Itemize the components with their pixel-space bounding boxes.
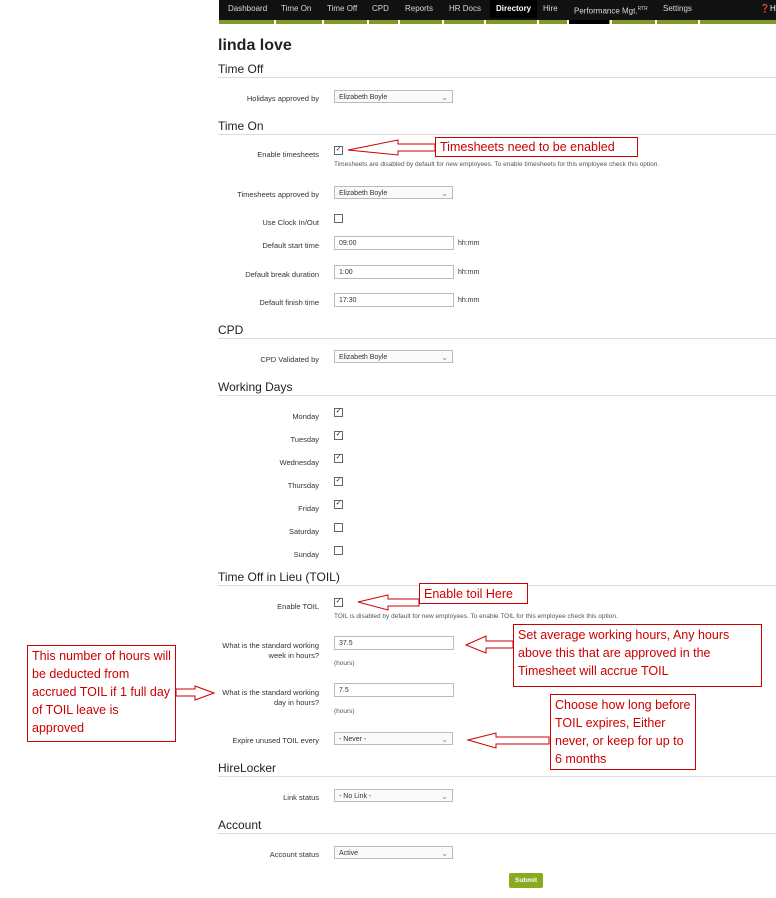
section-time-on: Time On	[218, 119, 264, 133]
timesheets-approved-label: Timesheets approved by	[237, 190, 319, 199]
nav-time-on[interactable]: Time On	[281, 4, 312, 13]
working-day-label: Sunday	[293, 550, 319, 559]
working-day-checkbox[interactable]: ✓	[335, 431, 342, 438]
nav-hire[interactable]: Hire	[543, 4, 558, 13]
annotation-timesheets: Timesheets need to be enabled	[435, 137, 638, 157]
cpd-validated-label: CPD Validated by	[260, 355, 319, 364]
annotation-deducted: This number of hours will be deducted from accrued TOIL if 1 full day of TOIL leave is approved	[27, 645, 176, 742]
start-unit: hh:mm	[458, 240, 480, 247]
nav-performance-label: Performance Mgt.	[574, 6, 638, 16]
default-break-label: Default break duration	[245, 270, 319, 279]
standard-week-label-line1: What is the standard working	[222, 641, 319, 650]
nav-hr-docs[interactable]: HR Docs	[449, 4, 482, 13]
timesheets-approved-value: Elizabeth Boyle	[339, 190, 388, 197]
standard-week-input[interactable]: 37.5	[334, 636, 454, 650]
default-finish-input[interactable]: 17:30	[334, 293, 454, 307]
working-day-checkbox[interactable]: ✓	[335, 454, 342, 461]
enable-toil-help: TOIL is disabled by default for new employees. To enable TOIL for this employee check this option.	[334, 613, 618, 620]
nav-help-label: H	[769, 4, 776, 13]
working-day-checkbox[interactable]: ✓	[335, 477, 342, 484]
arrow-avg-hours	[466, 636, 513, 653]
annotation-avg-hours: Set average working hours, Any hours above this that are approved in the Timesheet will accrue TOIL	[513, 624, 762, 687]
working-day-checkbox[interactable]: ✓	[335, 500, 342, 507]
submit-button[interactable]: Submit	[509, 873, 543, 888]
enable-timesheets-label: Enable timesheets	[257, 150, 319, 159]
default-finish-label: Default finish time	[259, 298, 319, 307]
chevron-down-icon: ⌄	[441, 792, 448, 801]
enable-timesheets-checkbox[interactable]: ✓	[335, 146, 342, 153]
working-day-label: Monday	[292, 412, 319, 421]
day-hours-unit: (hours)	[334, 708, 355, 715]
nav-time-off[interactable]: Time Off	[327, 4, 358, 13]
nav-cpd[interactable]: CPD	[372, 4, 389, 13]
nav-dashboard[interactable]: Dashboard	[228, 4, 268, 13]
link-status-label: Link status	[283, 793, 319, 802]
arrow-deducted	[176, 686, 214, 700]
standard-day-label-line1: What is the standard working	[222, 688, 319, 697]
chevron-down-icon: ⌄	[441, 189, 448, 198]
standard-day-input[interactable]: 7.5	[334, 683, 454, 697]
clock-in-out-label: Use Clock In/Out	[262, 218, 319, 227]
section-working-days: Working Days	[218, 380, 293, 394]
working-day-label: Saturday	[288, 527, 319, 536]
section-hirelocker: HireLocker	[218, 761, 277, 775]
annotation-expires: Choose how long before TOIL expires, Either never, or keep for up to 6 months	[550, 694, 696, 770]
section-time-off: Time Off	[218, 62, 264, 76]
link-status-value: - No Link -	[339, 793, 372, 800]
week-hours-unit: (hours)	[334, 660, 355, 667]
help-icon[interactable]: ❓H	[760, 4, 776, 13]
default-start-input[interactable]: 09:00	[334, 236, 454, 250]
expire-toil-label: Expire unused TOIL every	[232, 736, 319, 745]
nav-settings[interactable]: Settings	[663, 4, 692, 13]
working-day-label: Friday	[298, 504, 319, 513]
chevron-down-icon: ⌄	[441, 353, 448, 362]
working-day-label: Wednesday	[279, 458, 319, 467]
page-title: linda love	[218, 37, 292, 54]
annotation-toil: Enable toil Here	[419, 583, 528, 604]
arrow-expires	[468, 733, 549, 748]
working-day-label: Thursday	[287, 481, 319, 490]
chevron-down-icon: ⌄	[441, 849, 448, 858]
standard-week-label-line2: week in hours?	[268, 651, 319, 660]
holidays-approved-value: Elizabeth Boyle	[339, 94, 388, 101]
default-start-label: Default start time	[262, 241, 319, 250]
working-day-label: Tuesday	[290, 435, 319, 444]
nav-reports[interactable]: Reports	[405, 4, 434, 13]
section-account: Account	[218, 818, 262, 832]
arrow-timesheets	[348, 140, 435, 155]
holidays-approved-label: Holidays approved by	[246, 94, 319, 103]
arrow-toil	[358, 595, 419, 610]
finish-unit: hh:mm	[458, 297, 480, 304]
chevron-down-icon: ⌄	[441, 93, 448, 102]
enable-timesheets-help: Timesheets are disabled by default for new employees. To enable timesheets for this employee check this option.	[334, 161, 660, 168]
nav-performance-sup: RTR	[637, 6, 648, 12]
cpd-validated-value: Elizabeth Boyle	[339, 354, 388, 361]
break-unit: hh:mm	[458, 269, 480, 276]
section-cpd: CPD	[218, 323, 244, 337]
section-toil: Time Off in Lieu (TOIL)	[218, 570, 340, 584]
nav-directory[interactable]: Directory	[490, 0, 537, 18]
standard-day-label-line2: day in hours?	[273, 698, 319, 707]
default-break-input[interactable]: 1:00	[334, 265, 454, 279]
expire-toil-value: - Never -	[339, 736, 367, 743]
account-status-label: Account status	[269, 850, 319, 859]
enable-toil-checkbox[interactable]: ✓	[335, 598, 342, 605]
chevron-down-icon: ⌄	[441, 735, 448, 744]
account-status-value: Active	[339, 850, 359, 857]
enable-toil-label: Enable TOIL	[277, 602, 319, 611]
working-day-checkbox[interactable]: ✓	[335, 408, 342, 415]
